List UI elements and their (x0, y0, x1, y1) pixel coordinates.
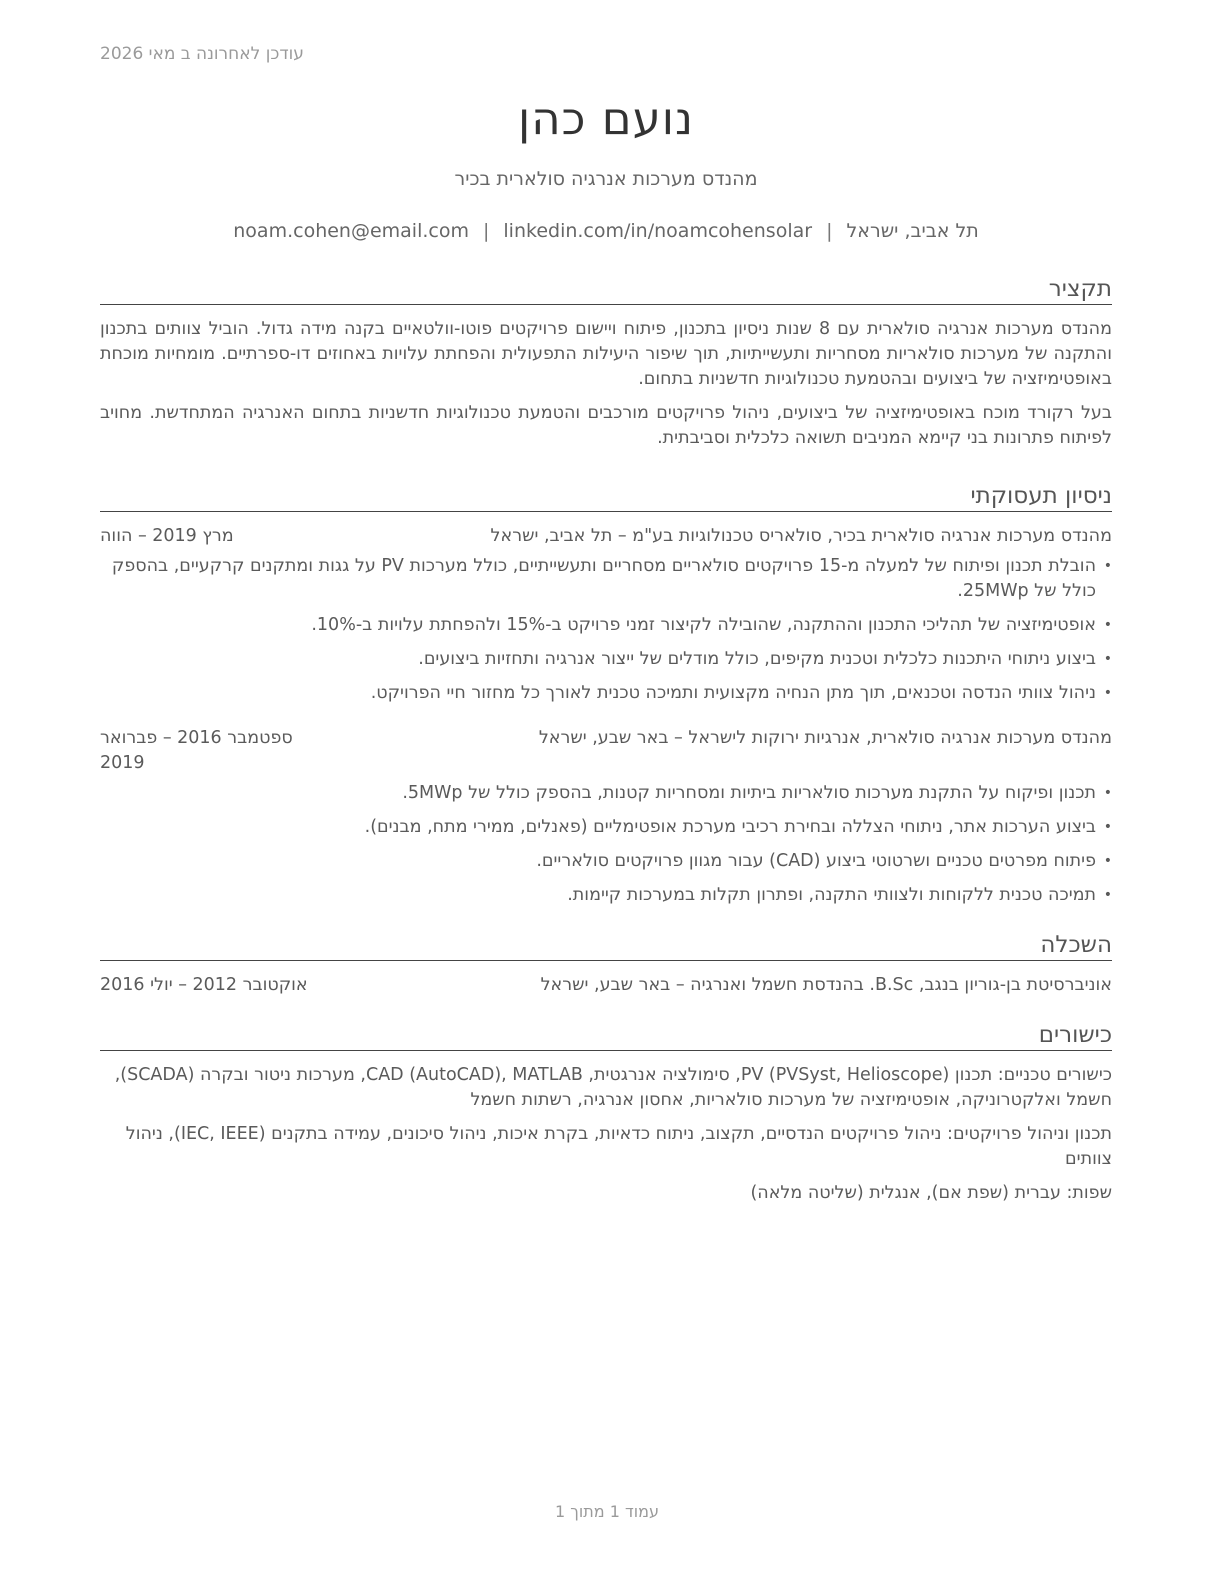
job-title: מהנדס מערכות אנרגיה סולארית, אנרגיות ירוקות לישראל – באר שבע, ישראל (538, 728, 1112, 748)
job-dates: מרץ 2019 – הווה (100, 526, 234, 546)
job-bullet: • הובלת תכנון ופיתוח של למעלה מ-15 פרויקטים סולאריים מסחריים ותעשייתיים, כולל מערכות PV על גגות ומתקנים קרקעיים, בהספק כולל של 25MWp. (100, 554, 1096, 604)
education-entry (100, 973, 1112, 998)
last-updated-note: עודכן לאחרונה ב מאי 2026 (100, 44, 304, 64)
education-heading: השכלה (100, 930, 1112, 961)
contact-separator: | (482, 220, 490, 242)
skills-line: שפות: עברית (שפת אם), אנגלית (שליטה מלאה) (750, 1183, 1112, 1203)
summary-paragraph: מהנדס מערכות אנרגיה סולארית עם 8 שנות ניסיון בתכנון, פיתוח ויישום פרויקטים פוטו-וולטאיים בקנה מידה גדול. הוביל צוותים בתכנון והתקנה של מערכות סולאריות מסחריות ותעשייתיות, תוך שיפור היעילות התפעולית והפחתת עלויות באחוזים דו-ספרתיים. מומחיות מוכחת באופטימיזציה של ביצועים ובהטמעת טכנולוגיות חדשניות בתחום. (100, 319, 1112, 389)
job-bullet: • תמיכה טכנית ללקוחות ולצוותי התקנה, ופתרון תקלות במערכות קיימות. (100, 883, 1096, 908)
education-dates: אוקטובר 2012 – יולי 2016 (100, 975, 308, 995)
contact-location: תל אביב, ישראל (846, 220, 979, 242)
job-dates: ספטמבר 2016 – פברואר 2019 (100, 728, 293, 773)
job-title: מהנדס מערכות אנרגיה סולארית בכיר, סולאריס טכנולוגיות בע"מ – תל אביב, ישראל (490, 526, 1112, 546)
education-title: אוניברסיטת בן-גוריון בנגב, B.Sc. בהנדסת חשמל ואנרגיה – באר שבע, ישראל (540, 975, 1112, 995)
contact-email-link[interactable]: noam.cohen@email.com (233, 220, 469, 242)
job-bullet: • תכנון ופיקוח על התקנת מערכות סולאריות ביתיות ומסחריות קטנות, בהספק כולל של 5MWp. (100, 781, 1096, 806)
candidate-title: מהנדס מערכות אנרגיה סולארית בכיר (454, 168, 758, 190)
skills-heading: כישורים (100, 1020, 1112, 1051)
job-bullet: • ביצוע ניתוחי היתכנות כלכלית וטכנית מקיפים, כולל מודלים של ייצור אנרגיה ותחזיות ביצועים. (100, 647, 1096, 672)
job-bullets (100, 554, 1112, 706)
job-bullet: • ניהול צוותי הנדסה וטכנאים, תוך מתן הנחיה מקצועית ותמיכה טכנית לאורך כל מחזור חיי הפרויקט. (100, 681, 1096, 706)
job-bullet: • אופטימיזציה של תהליכי התכנון וההתקנה, שהובילה לקיצור זמני פרויקט ב-15% ולהפחתת עלויות ב-10%. (100, 613, 1096, 638)
job-bullets (100, 781, 1112, 908)
contact-separator: | (826, 220, 833, 242)
job-entry (100, 726, 1112, 908)
page-number: עמוד 1 מתוך 1 (555, 1502, 659, 1521)
candidate-name: נועם כהן (517, 92, 695, 145)
summary-paragraph: בעל רקורד מוכח באופטימיזציה של ביצועים, ניהול פרויקטים מורכבים והטמעת טכנולוגיות חדשניות בתחום האנרגיה המתחדשת. מחויב לפיתוח פתרונות בני קיימא המניבים תשואה כלכלית וסביבתית. (100, 403, 1112, 448)
job-bullet: • ביצוע הערכות אתר, ניתוחי הצללה ובחירת רכיבי מערכת אופטימליים (פאנלים, ממירי מתח, מבנים). (100, 815, 1096, 840)
job-entry (100, 524, 1112, 706)
experience-heading: ניסיון תעסוקתי (100, 481, 1112, 512)
skills-line: תכנון וניהול פרויקטים: ניהול פרויקטים הנדסיים, תקצוב, ניתוח כדאיות, בקרת איכות, ניהול סיכונים, עמידה בתקנים (IEC, IEEE), ניהול צוותים (125, 1124, 1112, 1169)
contact-line (100, 218, 1112, 244)
summary-heading: תקציר (100, 274, 1112, 305)
contact-linkedin-link[interactable]: linkedin.com/in/noamcohensolar (503, 220, 813, 242)
skills-line: כישורים טכניים: תכנון PV (PVSyst, Helioscope), סימולציה אנרגטית, CAD (AutoCAD), MATLAB, מערכות ניטור ובקרה (SCADA), חשמל ואלקטרוניקה, אופטימיזציה של מערכות סולאריות, אחסון אנרגיה, רשתות חשמל (114, 1065, 1112, 1110)
job-bullet: • פיתוח מפרטים טכניים ושרטוטי ביצוע (CAD) עבור מגוון פרויקטים סולאריים. (100, 849, 1096, 874)
resume-page (100, 88, 1112, 1215)
job-header (100, 524, 1112, 549)
job-header (100, 726, 1112, 776)
